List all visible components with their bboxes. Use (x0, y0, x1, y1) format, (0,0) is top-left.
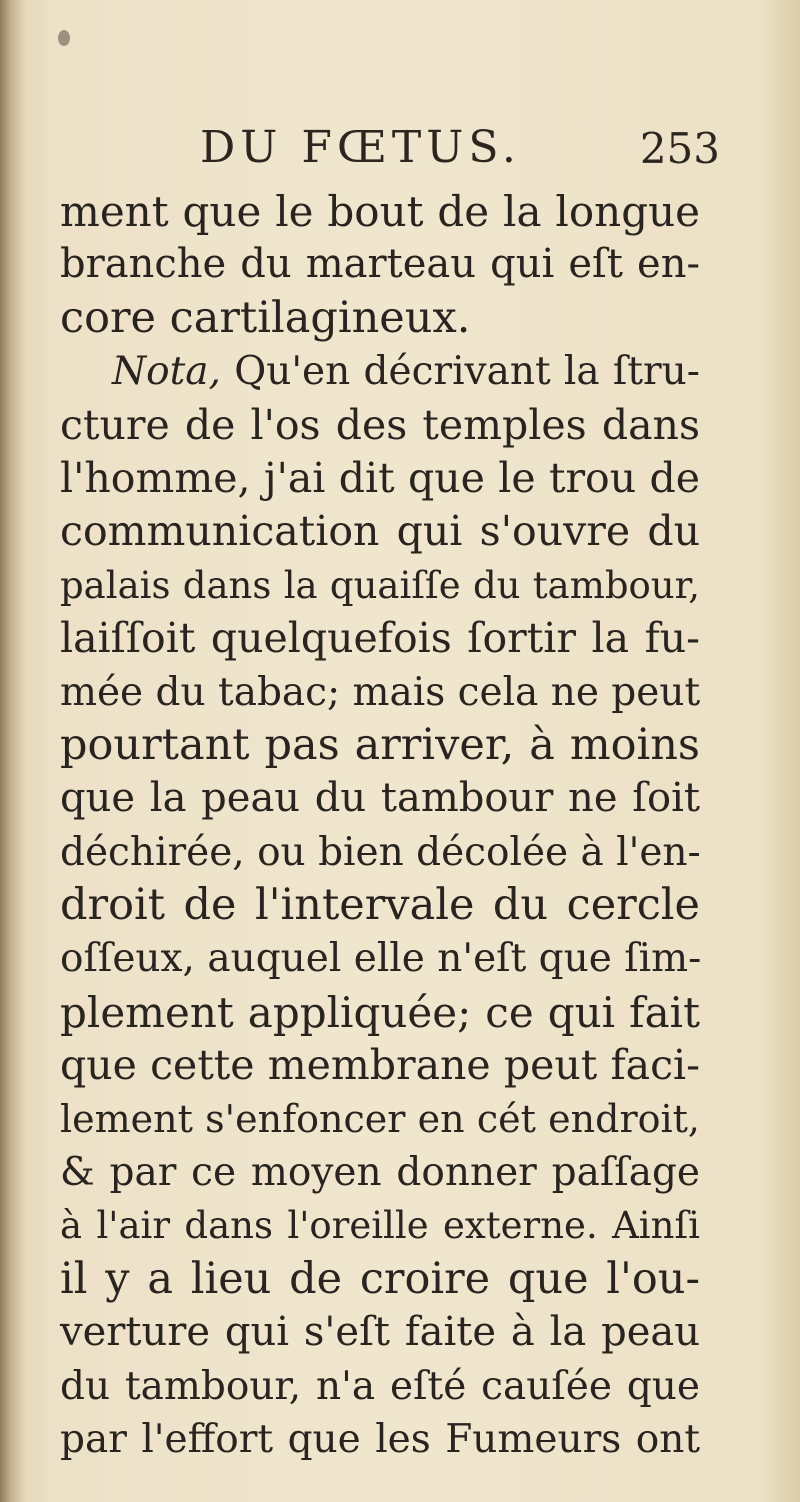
text-line: plement appliquée; ce qui fait (60, 987, 700, 1037)
text-line: ment que le bout de la longue (60, 187, 700, 236)
text-line: cture de l'os des temples dans (60, 400, 700, 449)
text-line: oſſeux, auquel elle n'eſt que ſim- (60, 936, 702, 982)
text-line: mée du tabac; mais cela ne peut (60, 669, 701, 715)
text-line: droit de l'intervale du cercle (60, 880, 700, 931)
page-header (200, 122, 720, 182)
text-line: que la peau du tambour ne ſoit (60, 775, 700, 822)
text-line: il y a lieu de croire que l'ou- (60, 1253, 700, 1304)
text-line: lement s'enfoncer en cét endroit, (60, 1096, 700, 1141)
nota-label: Nota, (112, 349, 221, 395)
text-line: & par ce moyen donner paſſage (60, 1150, 700, 1196)
ink-blot (58, 30, 70, 46)
text-line: à l'air dans l'oreille externe. Ainſi (60, 1204, 700, 1248)
text-line: verture qui s'eſt faite à la peau (60, 1309, 700, 1356)
text-line: core cartilagineux. (60, 292, 471, 343)
text-line: communication qui s'ouvre du (60, 507, 700, 556)
text-line: que cette membrane peut faci- (60, 1041, 700, 1090)
text-line-nota (60, 345, 700, 398)
body-text (60, 185, 700, 1466)
nota-line-text: Qu'en décrivant la ſtru- (234, 349, 700, 395)
text-line: l'homme, j'ai dit que le trou de (60, 453, 700, 502)
spine-shadow (0, 0, 26, 1502)
text-line: du tambour, n'a eſté cauſée que (60, 1363, 700, 1409)
page-number: 253 (639, 124, 720, 173)
text-line: palais dans la quaiſſe du tambour, (60, 563, 700, 607)
text-line: déchirée, ou bien décolée à l'en- (60, 829, 701, 875)
text-line: laiſſoit quelquefois ſortir la fu- (60, 614, 700, 663)
text-line: branche du marteau qui eſt en- (60, 241, 700, 288)
text-line: par l'effort que les Fumeurs ont (60, 1416, 700, 1462)
running-title: DU FŒTUS. (200, 122, 521, 173)
text-line: pourtant pas arriver, à moins (60, 719, 700, 770)
